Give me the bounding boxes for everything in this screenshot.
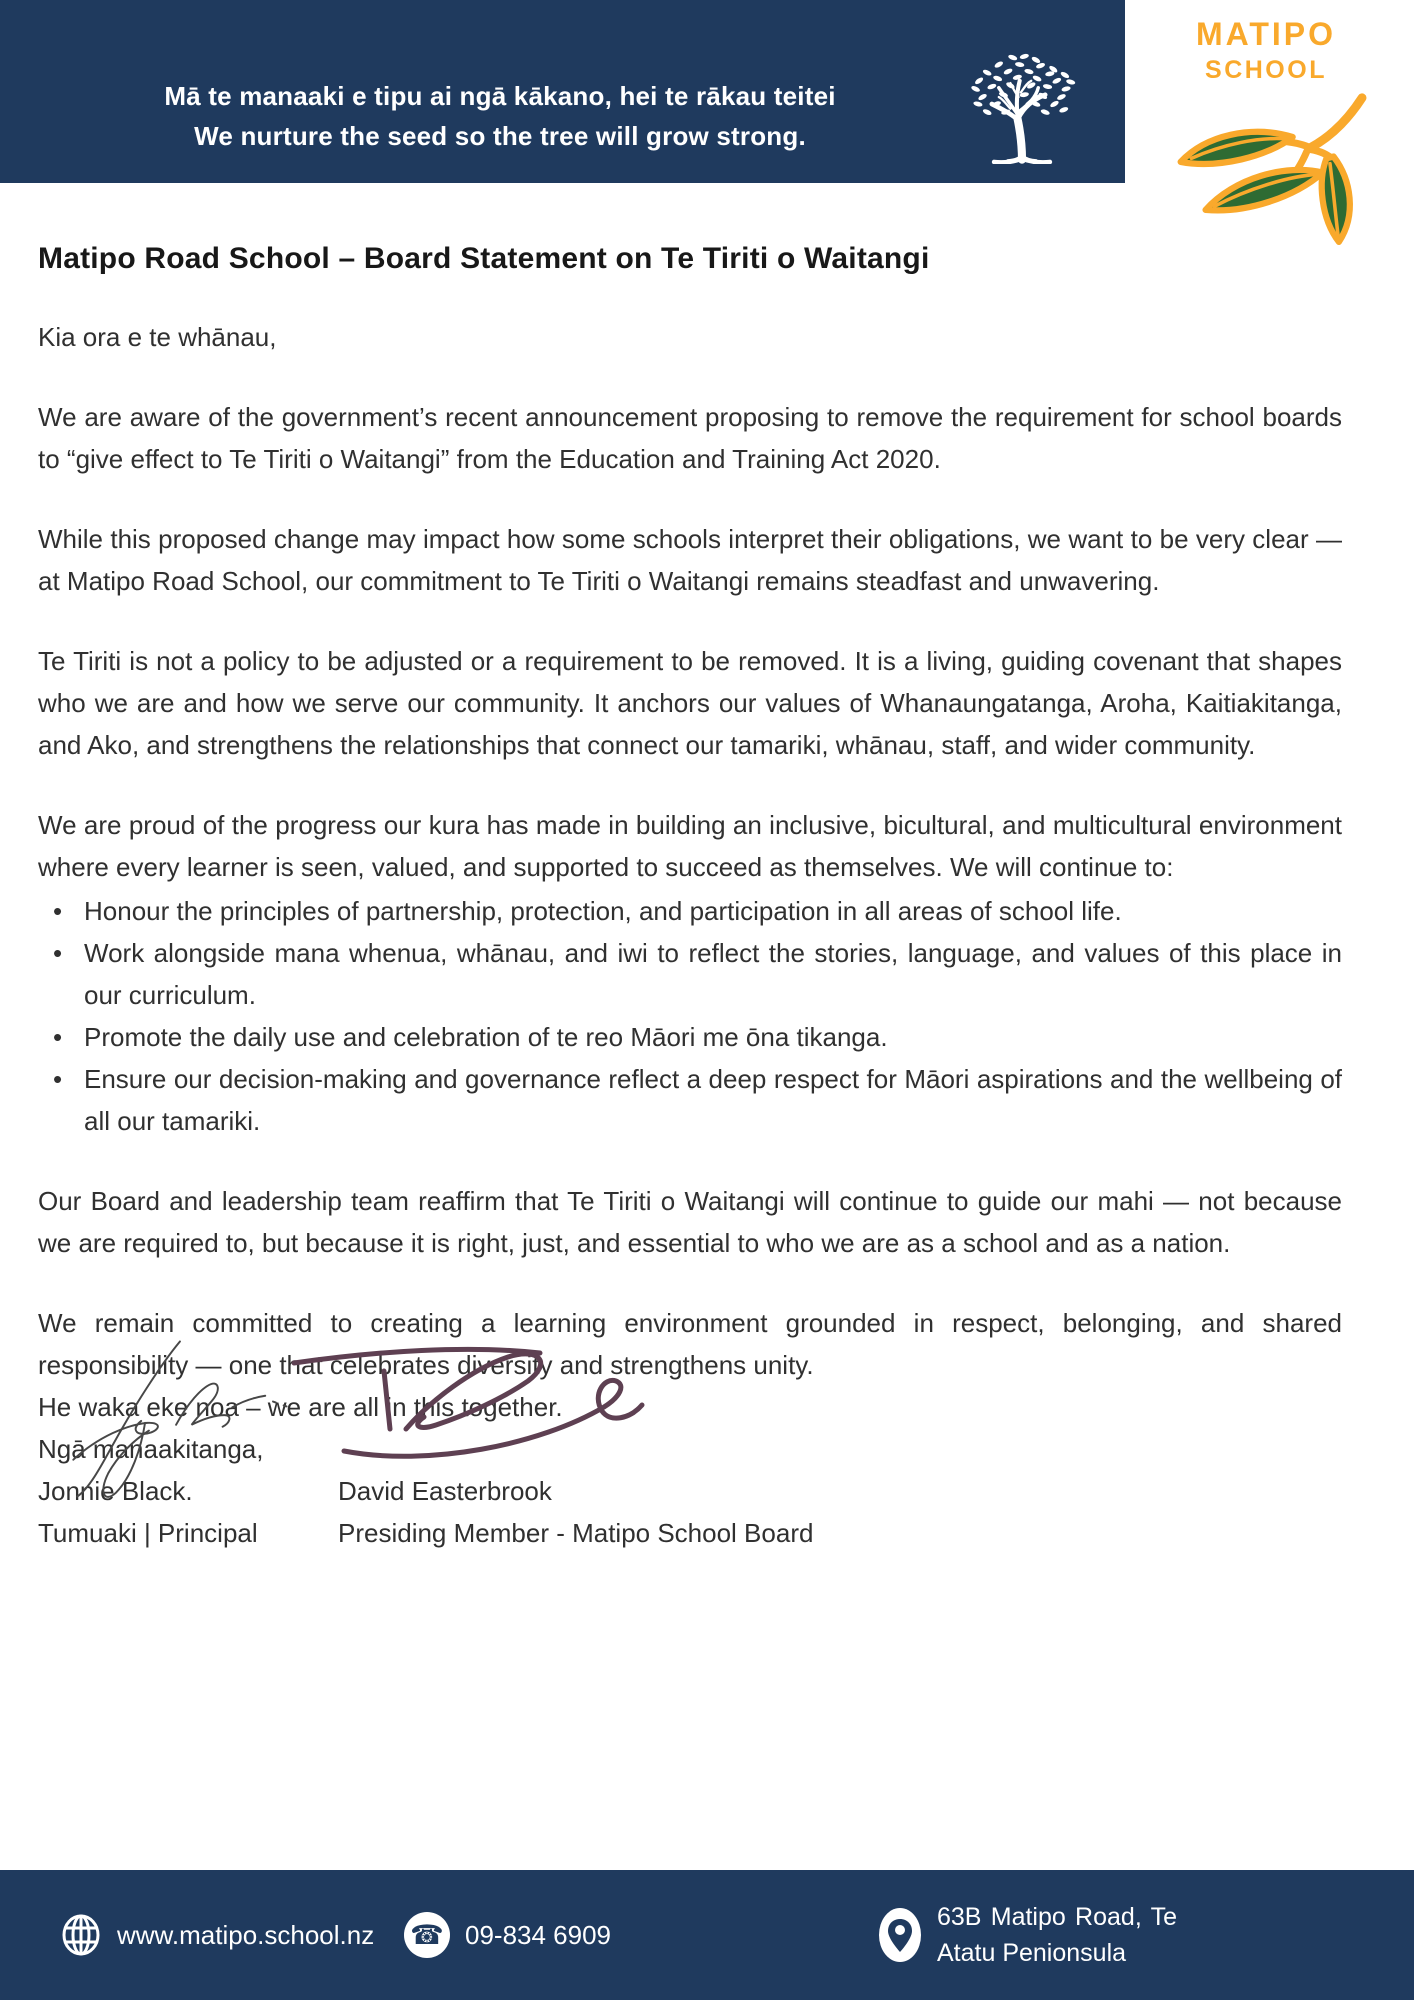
paragraph-he-waka: He waka eke noa – we are all in this together. <box>38 1392 563 1422</box>
page-title: Matipo Road School – Board Statement on Te Tiriti o Waitangi <box>38 242 930 275</box>
paragraph-proud: We are proud of the progress our kura has made in building an inclusive, bicultural, and multicultural environment where every learner is seen, valued, and supported to succeed as themselves. We will continue to: <box>38 810 1342 882</box>
list-item <box>53 1016 1342 1058</box>
presiding-member-name: David Easterbrook <box>338 1476 552 1506</box>
presiding-member-signature <box>288 1333 652 1485</box>
principal-signature <box>52 1328 304 1510</box>
footer-website <box>60 1870 374 2000</box>
paragraph-te-tiriti: Te Tiriti is not a policy to be adjusted or a requirement to be removed. It is a living, guiding covenant that shapes who we are and how we serve our community. It anchors our values of Whanaungatanga, Aroha, Kaitiakitanga, and Ako, and strengthens the relationships that connect our tamariki, whānau, staff, and wider community. <box>38 646 1342 760</box>
header-band <box>0 0 1125 183</box>
bullet-marker: • <box>53 896 63 926</box>
list-item-text: Promote the daily use and celebration of te reo Māori me ōna tikanga. <box>84 1022 888 1052</box>
globe-icon <box>60 1914 102 1956</box>
footer-address <box>878 1870 1177 2000</box>
list-item <box>53 932 1342 1016</box>
bullet-marker: • <box>53 1064 63 1094</box>
list-item <box>53 890 1342 932</box>
phone-icon: ☎ <box>404 1912 450 1958</box>
motto-line-1: Mā te manaaki e tipu ai ngā kākano, hei te rākau teitei <box>164 81 836 111</box>
principal-role: Tumuaki | Principal <box>38 1518 258 1548</box>
presiding-member-role: Presiding Member - Matipo School Board <box>338 1518 814 1548</box>
school-motto <box>60 76 940 156</box>
closing-regards: Ngā manaakitanga, <box>38 1434 264 1464</box>
principal-name: Jonnie Black. <box>38 1476 193 1506</box>
paragraph-committed: We remain committed to creating a learning environment grounded in respect, belonging, and shared responsibility — one that celebrates diversity and strengthens unity. <box>38 1308 1342 1380</box>
motto-line-2: We nurture the seed so the tree will grow strong. <box>194 121 806 151</box>
footer-phone <box>404 1870 611 2000</box>
footer-band <box>0 1870 1414 2000</box>
location-pin-icon <box>878 1907 922 1963</box>
website-text: www.matipo.school.nz <box>117 1919 375 1950</box>
list-item-text: Honour the principles of partnership, protection, and participation in all areas of school life. <box>84 896 1122 926</box>
letter-body <box>0 183 1414 1554</box>
sign-off <box>38 1428 1342 1554</box>
paragraph-proposed-change: While this proposed change may impact how some schools interpret their obligations, we want to be very clear — at Matipo Road School, our commitment to Te Tiriti o Waitangi remains steadfast and unwavering. <box>38 524 1342 596</box>
salutation: Kia ora e te whānau, <box>38 322 277 352</box>
list-item-text: Work alongside mana whenua, whānau, and iwi to reflect the stories, language, and values of this place in our curriculum. <box>84 938 1342 1010</box>
paragraph-board-reaffirm: Our Board and leadership team reaffirm that Te Tiriti o Waitangi will continue to guide our mahi — not because we are required to, but because it is right, just, and essential to who we are as a school and as a nation. <box>38 1186 1342 1258</box>
logo-text-school: SCHOOL <box>1205 56 1327 84</box>
paragraph-announcement: We are aware of the government’s recent announcement proposing to remove the requirement for school boards to “give effect to Te Tiriti o Waitangi” from the Education and Training Act 2020. <box>38 402 1342 474</box>
bullet-marker: • <box>53 1022 63 1052</box>
address-text: 63B Matipo Road, Te Atatu Penionsula <box>937 1903 1177 1967</box>
logo-text-matipo: MATIPO <box>1195 16 1337 52</box>
phone-text: 09-834 6909 <box>465 1919 612 1950</box>
bullet-marker: • <box>53 938 63 968</box>
list-item-text: Ensure our decision-making and governance reflect a deep respect for Māori aspirations and the wellbeing of all our tamariki. <box>84 1064 1342 1136</box>
tree-icon <box>964 44 1080 164</box>
list-item <box>53 1058 1342 1142</box>
commitment-list <box>38 890 1342 1142</box>
